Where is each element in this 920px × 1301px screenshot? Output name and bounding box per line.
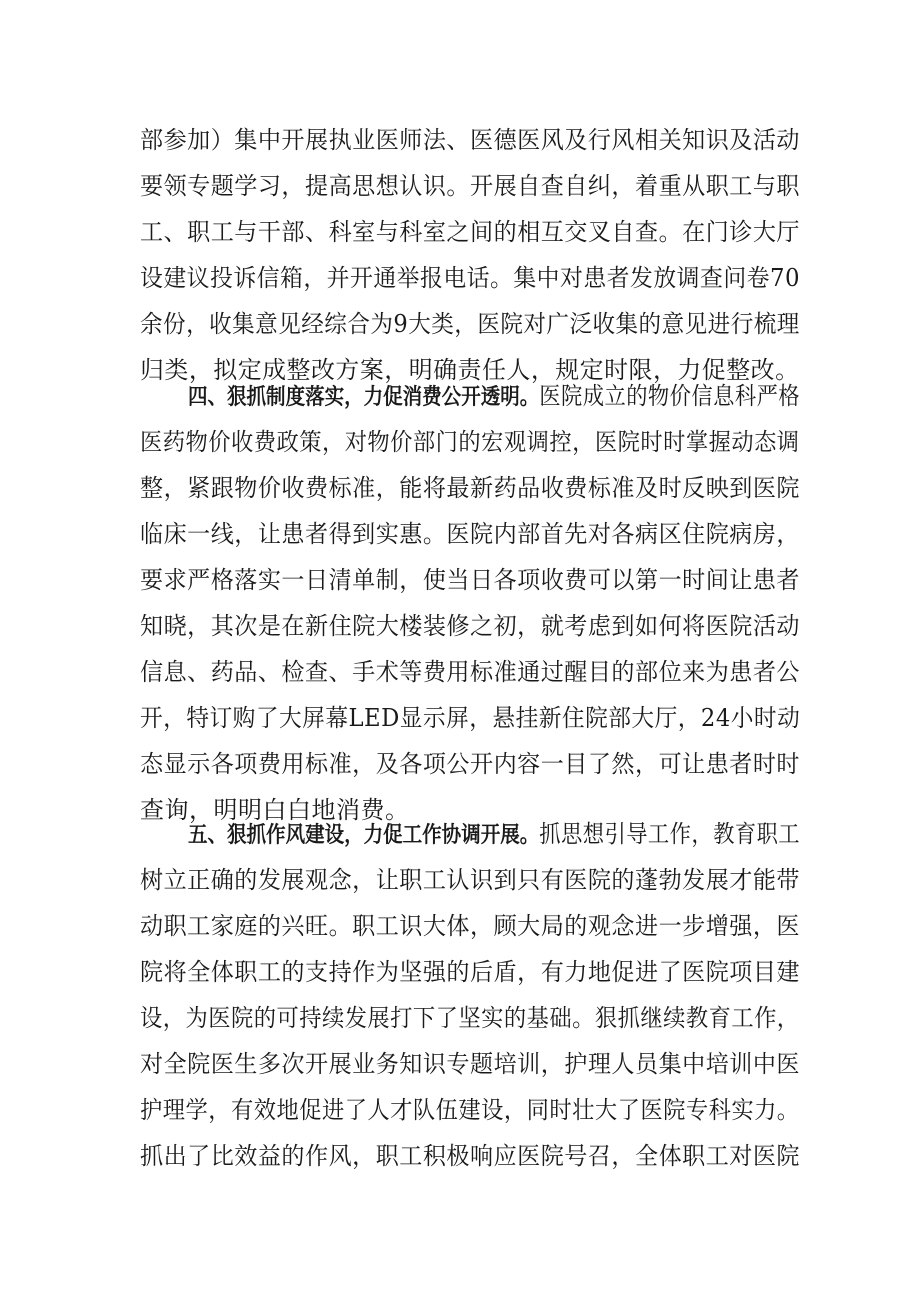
section-heading-5: 五、狠抓作风建设，力促工作协调开展。 [188, 823, 540, 848]
paragraph-line: 临床一线，让患者得到实惠。医院内部首先对各病区住院病房， [140, 520, 801, 548]
paragraph-first-line [188, 373, 800, 419]
paragraph-line: 动职工家庭的兴旺。职工识大体，顾大局的观念进一步增强，医 [140, 912, 801, 940]
paragraph-line: 设，为医院的可持续发展打下了坚实的基础。狠抓继续教育工作， [140, 1004, 800, 1032]
paragraph-line: 知晓，其次是在新住院大楼装修之初，就考虑到如何将医院活动 [140, 612, 801, 640]
paragraph-line: 对全院医生多次开展业务知识专题培训，护理人员集中培训中医 [140, 1050, 801, 1078]
paragraph-line: 医药物价收费政策，对物价部门的宏观调控，医院时时掌握动态调 [140, 428, 800, 456]
paragraph-line: 工、职工与干部、科室与科室之间的相互交叉自查。在门诊大厅 [140, 218, 801, 246]
paragraph-text: 抓思想引导工作，教育职工 [539, 820, 801, 848]
paragraph-line: 抓出了比效益的作风，职工积极响应医院号召，全体职工对医院 [140, 1142, 801, 1170]
paragraph-line: 院将全体职工的支持作为坚强的后盾，有力地促进了医院项目建 [140, 958, 801, 986]
paragraph-line: 部参加）集中开展执业医师法、医德医风及行风相关知识及活动 [140, 126, 801, 154]
paragraph-line: 树立正确的发展观念，让职工认识到只有医院的蓬勃发展才能带 [140, 866, 801, 894]
paragraph-line: 开，特订购了大屏幕LED显示屏，悬挂新住院部大厅，24小时动 [140, 704, 801, 732]
paragraph-line: 态显示各项费用标准，及各项公开内容一目了然，可让患者时时 [140, 750, 801, 778]
paragraph-line: 整，紧跟物价收费标准，能将最新药品收费标准及时反映到医院 [140, 474, 801, 502]
paragraph-line: 设建议投诉信箱，并开通举报电话。集中对患者发放调查问卷70 [140, 264, 801, 292]
paragraph-line: 查询，明明白白地消费。 [140, 796, 410, 824]
paragraph-line: 余份，收集意见经综合为9大类，医院对广泛收集的意见进行梳理 [140, 310, 800, 338]
paragraph-text: 医院成立的物价信息科严格 [539, 382, 801, 410]
paragraph-line: 要求严格落实一日清单制，使当日各项收费可以第一时间让患者 [140, 566, 801, 594]
paragraph-line: 要领专题学习，提高思想认识。开展自查自纠，着重从职工与职 [140, 172, 801, 200]
paragraph-line: 护理学，有效地促进了人才队伍建设，同时壮大了医院专科实力。 [140, 1096, 800, 1124]
paragraph-line: 归类，拟定成整改方案，明确责任人，规定时限，力促整改。 [140, 356, 800, 384]
paragraph-first-line [188, 811, 800, 857]
section-heading-4: 四、狠抓制度落实，力促消费公开透明。 [188, 385, 540, 410]
paragraph-line: 信息、药品、检查、手术等费用标准通过醒目的部位来为患者公 [140, 658, 801, 686]
